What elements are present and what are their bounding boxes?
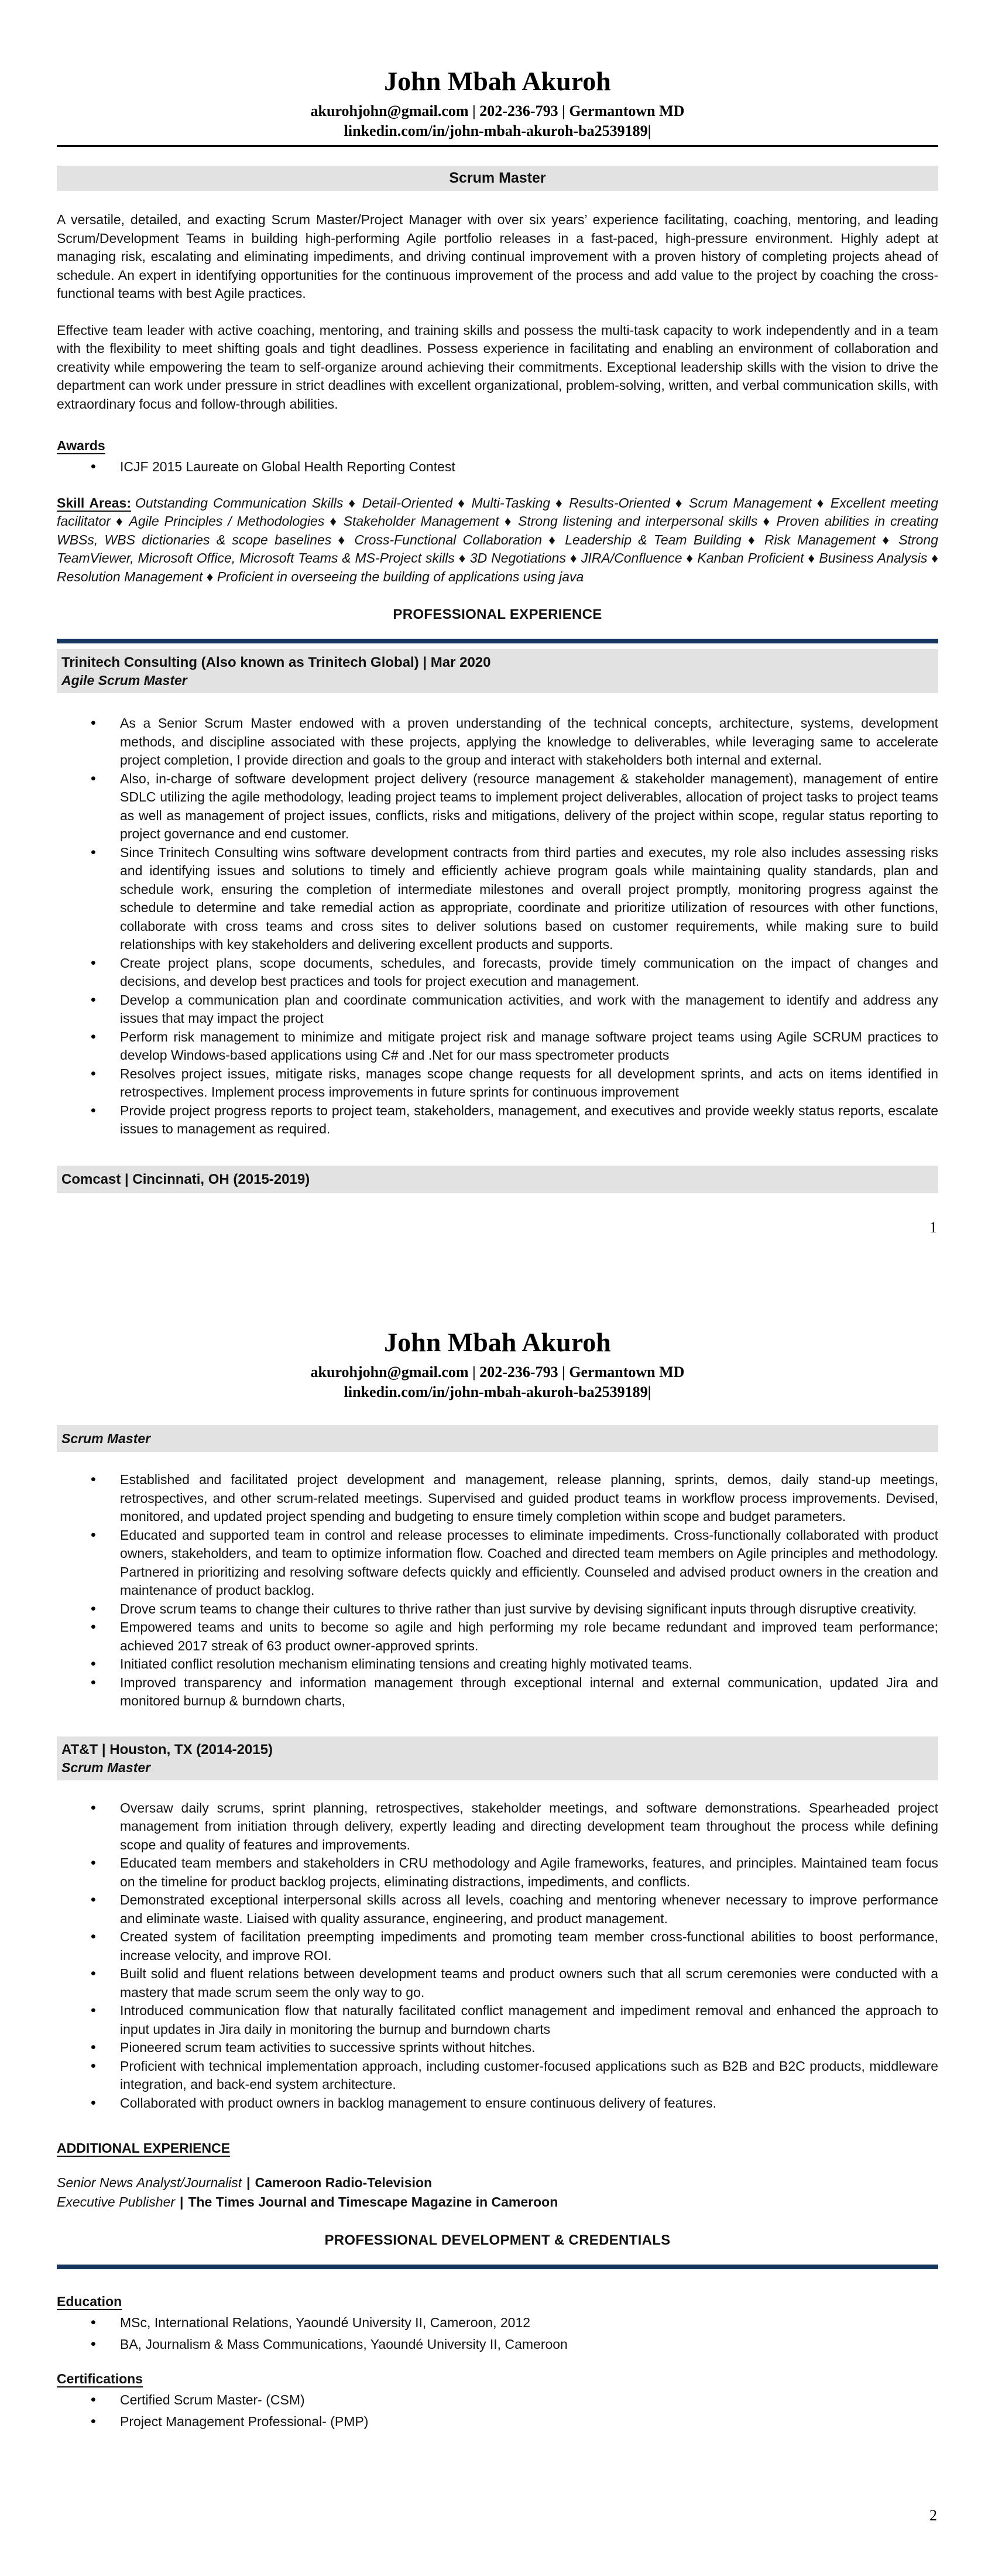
linkedin-line: linkedin.com/in/john-mbah-akuroh-ba2539189| [344,122,651,139]
role-separator: | [180,2194,184,2210]
awards-section [57,437,938,454]
certification-item: • Project Management Professional- (PMP) [57,2413,938,2431]
att-bullet-list [57,1799,938,2113]
certification-item: • Certified Scrum Master- (CSM) [57,2391,938,2410]
navy-divider [57,639,938,643]
bullet-item: • Established and facilitated project development and management, release planning, sprints, demos, daily stand-up meetings, retrospectives, and other scrum-related meetings. Supervised and guided product teams in workflow process improvements. Devised, monitored, and updated project spending and budgeting to ensure timely completion within scope and budget parameters. [57,1471,938,1526]
trinitech-job-banner [57,649,938,693]
bullet-item: • Provide project progress reports to project team, stakeholders, management, and executives and provide weekly status reports, escalate issues to management as required. [57,1102,938,1139]
comcast-bullet-list [57,1471,938,1711]
bullet-item: • Initiated conflict resolution mechanism eliminating tensions and creating highly motivated teams. [57,1655,938,1674]
trinitech-company-line: Trinitech Consulting (Also known as Trinitech Global) | Mar 2020 [61,655,491,670]
bullet-item: • Empowered teams and units to become so agile and high performing my role became redundant and improved team performance; achieved 2017 streak of 63 product owner-approved sprints. [57,1618,938,1655]
page2-header [57,1288,938,1402]
additional-experience-section [57,2139,938,2157]
bullet-item: • Also, in-charge of software development project delivery (resource management & stakeholder management), management of entire SDLC utilizing the agile methodology, leading project teams to implement project deliverables, allocation of project tasks to project teams as well as management of project issues, conflicts, risks and mitigations, delivery of the project within scope, regular status reporting to project governance and end customer. [57,770,938,844]
additional-role [57,2173,938,2193]
summary-paragraph-2: Effective team leader with active coaching, mentoring, and training skills and possess the multi-task capacity to work independently and in a team with the flexibility to meet shifting goals and tight deadlines. Possess experience in facilitating and enabling an environment of collaboration and creativity while empowering the team to self-organize around achieving their commitments. Exceptional leadership skills with the vision to drive the department can work under pressure in strict deadlines with excellent organizational, problem-solving, written, and verbal communication skills, with extraordinary focus and follow-through abilities. [57,322,938,412]
trinitech-bullet-list [57,714,938,1139]
skill-areas-label: Skill Areas: [57,495,131,511]
education-list [57,2314,938,2354]
bullet-item: • Educated and supported team in control and release processes to eliminate impediments. Cross-functionally collaborated with product owners, stakeholders, and team to optimize information flow. Coached and directed team members on Agile principles and methodology. Partnered in prioritizing and resolving software defects quickly and efficiently. Counseled and advised product owners in the creation and maintenance of product backlog. [57,1526,938,1600]
education-item: • MSc, International Relations, Yaoundé University II, Cameroon, 2012 [57,2314,938,2332]
bullet-item: • Develop a communication plan and coordinate communication activities, and work with the management to identify and address any issues that may impact the project [57,991,938,1028]
bullet-item: • Oversaw daily scrums, sprint planning, retrospectives, stakeholder meetings, and software demonstrations. Spearheaded project management from initiation through delivery, expertly leading and directing development team throughout the process while defining scope and quality of features and improvements. [57,1799,938,1855]
bullet-item: • Proficient with technical implementation approach, including customer-focused applications such as B2B and B2C products, middleware integration, and back-end system architecture. [57,2057,938,2094]
resume-page-2 [0,1288,995,2576]
certifications-heading: Certifications [57,2371,143,2386]
navy-divider [57,2265,938,2269]
bullet-item: • Demonstrated exceptional interpersonal skills across all levels, coaching and mentoring whenever necessary to improve performance and eliminate waste. Liaised with quality assurance, engineering, and product management. [57,1891,938,1928]
comcast-company-banner: Comcast | Cincinnati, OH (2015-2019) [57,1166,938,1193]
title-banner: Scrum Master [57,166,938,191]
page-number-1: 1 [929,1219,937,1236]
award-item: • ICJF 2015 Laureate on Global Health Reporting Contest [57,458,938,477]
bullet-item: • Create project plans, scope documents, schedules, and forecasts, provide timely communication on the impact of changes and decisions, and develop best practices and tools for project execution and management. [57,954,938,991]
role-separator: | [246,2175,251,2190]
bullet-item: • Perform risk management to minimize and mitigate project risk and manage software project teams using Agile SCRUM practices to develop Windows-based applications using C# and .Net for our mass spectrometer products [57,1028,938,1065]
summary-paragraph-1: A versatile, detailed, and exacting Scrum Master/Project Manager with over six years’ experience facilitating, coaching, mentoring, and leading Scrum/Development Teams in building high-performing Agile portfolio releases in a fast-paced, high-pressure environment. Highly adept at managing risk, escalating and eliminating impediments, and driving continual improvement with a proven history of completing projects ahead of schedule. An expert in identifying opportunities for the continuous improvement of the process and add value to the project by coaching the cross-functional teams with best Agile practices. [57,212,938,301]
page1-header [57,0,938,141]
additional-experience-heading: ADDITIONAL EXPERIENCE [57,2140,231,2156]
credentials-heading: PROFESSIONAL DEVELOPMENT & CREDENTIALS [324,2232,671,2248]
att-job-banner [57,1736,938,1780]
bullet-item: • Created system of facilitation preempting impediments and promoting team member cross-functional abilities to boost performance, increase velocity, and improve ROI. [57,1928,938,1965]
contact-line: akurohjohn@gmail.com | 202-236-793 | Germantown MD [310,1364,685,1381]
header-divider [57,145,938,147]
additional-roles [57,2173,938,2212]
bullet-item: • Pioneered scrum team activities to successive sprints without hitches. [57,2039,938,2057]
bullet-item: • Introduced communication flow that naturally facilitated conflict management and impediment removal and enhanced the approach to input updates in Jira daily in monitoring the burnup and burndown charts [57,2002,938,2039]
candidate-name: John Mbah Akuroh [384,1327,611,1357]
comcast-role-banner: Scrum Master [57,1425,938,1452]
skill-areas [57,494,938,587]
role-title: Senior News Analyst/Journalist [57,2175,242,2190]
bullet-item: • As a Senior Scrum Master endowed with a proven understanding of the technical concepts, architecture, systems, development methods, and discipline associated with these projects, applying the knowledge to deliverables, while leveraging same to accelerate project completion, I provide direction and goals to the group and interact with stakeholders both internal and external. [57,714,938,770]
role-title: Executive Publisher [57,2194,175,2210]
att-role: Scrum Master [61,1759,151,1775]
bullet-item: • Improved transparency and information management through exceptional internal and external communication, updated Jira and monitored burnup & burndown charts, [57,1674,938,1711]
bullet-item: • Collaborated with product owners in backlog management to ensure continuous delivery of features. [57,2094,938,2113]
page-number-2: 2 [929,2507,937,2524]
education-section [57,2293,938,2310]
skill-areas-text: Outstanding Communication Skills ♦ Detail-Oriented ♦ Multi-Tasking ♦ Results-Oriented ♦ Scrum Management ♦ Excellent meeting facilitator ♦ Agile Principles / Methodologies ♦ Stakeholder Management ♦ Strong listening and interpersonal skills ♦ Proven abilities in creating WBSs, WBS dictionaries & scope baselines ♦ Cross-Functional Collaboration ♦ Leadership & Team Building ♦ Risk Management ♦ Strong TeamViewer, Microsoft Office, Microsoft Teams & MS-Project skills ♦ 3D Negotiations ♦ JIRA/Confluence ♦ Kanban Proficient ♦ Business Analysis ♦ Resolution Management ♦ Proficient in overseeing the building of applications using java [57,495,938,584]
bullet-item: • Drove scrum teams to change their cultures to thrive rather than just survive by devising significant inputs through disruptive creativity. [57,1600,938,1619]
awards-list [57,458,938,477]
att-company-line: AT&T | Houston, TX (2014-2015) [61,1741,273,1758]
education-heading: Education [57,2294,122,2309]
bullet-item: • Resolves project issues, mitigate risks, manages scope change requests for all development sprints, and acts on items identified in retrospectives. Implement process improvements in future sprints for continuous improvement [57,1065,938,1102]
bullet-item: • Since Trinitech Consulting wins software development contracts from third parties and executes, my role also includes assessing risks and identifying issues and solutions to timely and efficiently achieve program goals while maintaining quality standards, plan and schedule work, ensuring the completion of intermediate milestones and overall project promptly, monitoring progress against the schedule to determine and take remedial action as appropriate, coordinate and prioritize utilization of resources with other functions, collaborate with cross teams and cross sites to deliver solutions based on customer requirements, while making sure to build relationships with key stakeholders and delivering excellent products and supports. [57,844,938,954]
certifications-section [57,2370,938,2387]
awards-heading: Awards [57,438,105,453]
education-item: • BA, Journalism & Mass Communications, Yaoundé University II, Cameroon [57,2335,938,2354]
linkedin-line: linkedin.com/in/john-mbah-akuroh-ba2539189| [344,1383,651,1400]
professional-experience-heading: PROFESSIONAL EXPERIENCE [393,607,602,622]
bullet-item: • Educated team members and stakeholders in CRU methodology and Agile frameworks, features, and principles. Maintained team focus on the timeline for product backlog projects, eliminating distractions, impediments, and conflicts. [57,1854,938,1891]
bullet-item: • Built solid and fluent relations between development teams and product owners such that all scrum ceremonies were conducted with a mastery that made scrum seem the only way to go. [57,1965,938,2002]
certifications-list [57,2391,938,2431]
contact-line: akurohjohn@gmail.com | 202-236-793 | Germantown MD [310,102,685,119]
trinitech-role: Agile Scrum Master [61,673,187,688]
additional-role [57,2193,938,2212]
role-organization: Cameroon Radio-Television [255,2175,433,2190]
candidate-name: John Mbah Akuroh [384,66,611,96]
role-organization: The Times Journal and Timescape Magazine in Cameroon [188,2194,558,2210]
